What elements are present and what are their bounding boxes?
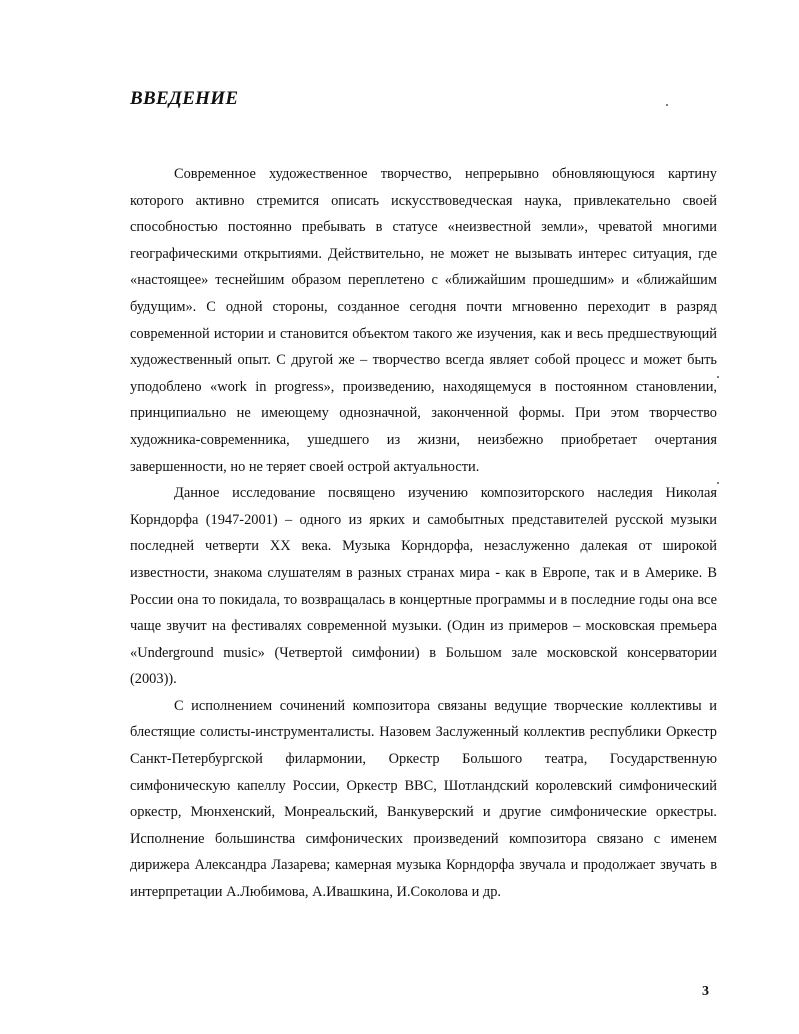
- paragraph-2: Данное исследование посвящено изучению композиторского наследия Николая Корндорфа (1947-2001) – одного из ярких и самобытных представителей русской музыки последней четверти XX века. Музыка Корндорфа, незаслуженно далекая от широкой известности, знакома слушателям в разных странах мира - как в Европе, так и в Америке. В России она то покидала, то возвращалась в концертные программы и в последние годы она все чаще звучит на фестивалях современной музыки. (Один из примеров – московская премьера «Underground music» (Четвертой симфонии) в Большом зале московской консерватории (2003)).: [130, 485, 717, 688]
- scan-speck: [717, 482, 719, 484]
- page-number: 3: [702, 984, 709, 999]
- section-heading: ВВЕДЕНИЕ: [130, 88, 239, 109]
- scan-speck: [717, 376, 719, 378]
- paragraph-1: Современное художественное творчество, непрерывно обновляющуюся картину которого активно стремится описать искусствоведческая наука, привлекательно своей способностью постоянно пребывать в статусе «неизвестной земли», чреватой многими географическими открытиями. Действительно, не может не вызывать интерес ситуация, где «настоящее» теснейшим образом переплетено с «ближайшим прошедшим» и «ближайшим будущим». С одной стороны, созданное сегодня почти мгновенно переходит в разряд современной истории и становится объектом такого же изучения, как и весь предшествующий художественный опыт. С другой же – творчество всегда являет собой процесс и может быть уподоблено «work in progress», произведению, находящемуся в постоянном становлении, принципиально не имеющему однозначной, законченной формы. При этом творчество художника-современника, ушедшего из жизни, неизбежно приобретает очертания завершенности, но не теряет своей острой актуальности.: [130, 166, 717, 475]
- scan-speck: [666, 104, 668, 106]
- body-text: [130, 161, 717, 906]
- paragraph-3: С исполнением сочинений композитора связаны ведущие творческие коллективы и блестящие солисты-инструменталисты. Назовем Заслуженный коллектив республики Оркестр Санкт-Петербургской филармонии, Оркестр Большого театра, Государственную симфоническую капеллу России, Оркестр BBC, Шотландский королевский симфонический оркестр, Мюнхенский, Монреальский, Ванкуверский и другие симфонические оркестры. Исполнение большинства симфонических произведений композитора связано с именем дирижера Александра Лазарева; камерная музыка Корндорфа звучала и продолжает звучать в интерпретации А.Любимова, А.Ивашкина, И.Соколова и др.: [130, 697, 717, 901]
